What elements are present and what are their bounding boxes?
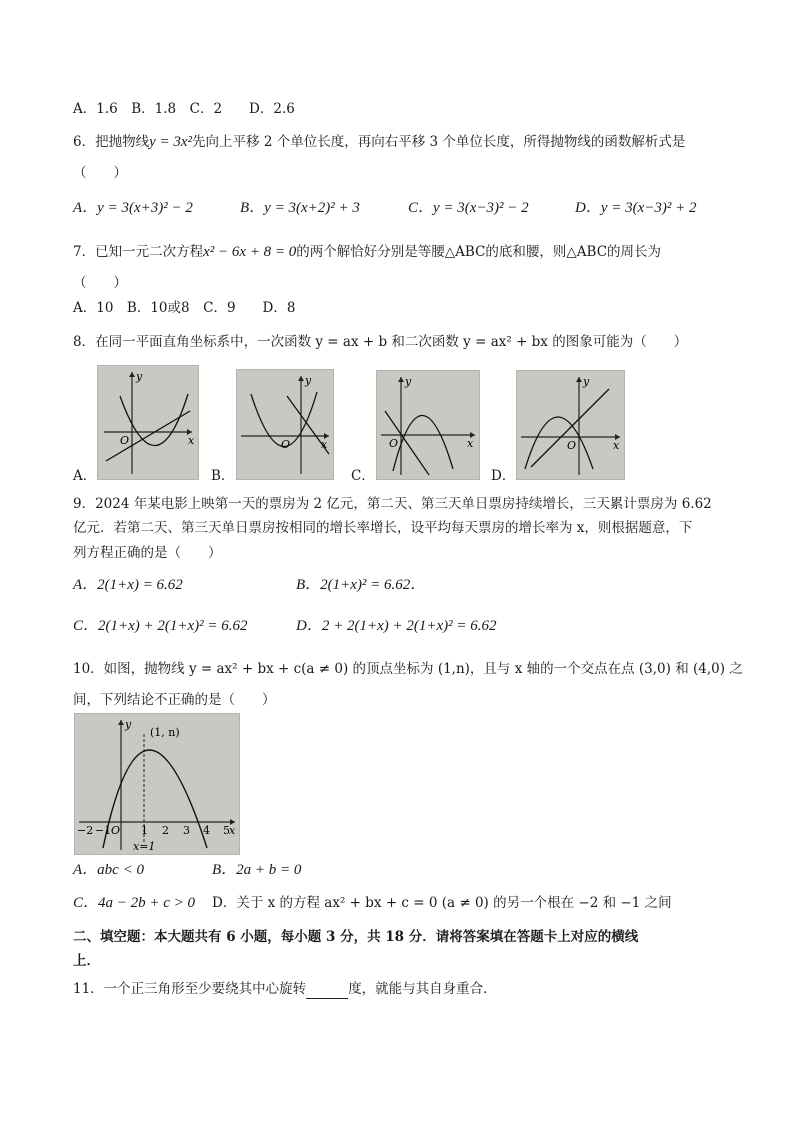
q8-label-d: D． xyxy=(491,468,516,484)
q10-option-a: A．abc < 0 xyxy=(73,862,144,878)
y-arrow-icon xyxy=(118,720,124,725)
q9-option-b: B．2(1+x)² = 6.62． xyxy=(296,577,426,593)
origin-label: O xyxy=(567,439,577,452)
q7-paren: （ ） xyxy=(73,275,127,291)
tick-label: 4 xyxy=(203,824,210,837)
q8-label-c: C． xyxy=(351,468,375,484)
origin-label: O xyxy=(111,824,121,837)
q7-options: A．10 B．10或8 C．9 D．8 xyxy=(73,300,296,316)
tick-label: 1 xyxy=(141,824,148,837)
q6-option-a: A．y = 3(x+3)² − 2 xyxy=(73,200,193,216)
axis-x-label: x xyxy=(188,434,195,447)
q6-stem-a: 6．把抛物线 xyxy=(73,134,150,150)
q7-stem-math: x² − 6x + 8 = 0 xyxy=(203,244,297,260)
q6-stem-b: 先向上平移 2 个单位长度，再向右平移 3 个单位长度，所得抛物线的函数解析式是 xyxy=(192,134,686,150)
q11-stem-a: 11．一个正三角形至少要绕其中心旋转 xyxy=(73,981,307,997)
axis-x-label: x xyxy=(321,438,328,451)
tick-label: 5 xyxy=(223,824,230,837)
section2-heading-line1: 二、填空题：本大题共有 6 小题，每小题 3 分，共 18 分．请将答案填在答题卡上对应的横线 xyxy=(73,929,639,945)
line-graph xyxy=(106,411,190,461)
axis-x-label: x xyxy=(467,437,474,450)
q5-options: A．1.6 B．1.8 C．2 D．2.6 xyxy=(73,101,295,117)
q7-stem xyxy=(73,242,661,262)
y-arrow-icon xyxy=(398,377,404,382)
q8-stem: 8．在同一平面直角坐标系中，一次函数 y = ax + b 和二次函数 y = ax² + bx 的图象可能为（ ） xyxy=(73,334,688,350)
origin-label: O xyxy=(120,434,130,447)
tick-label: −1 xyxy=(95,824,112,837)
q7-stem-a: 7．已知一元二次方程 xyxy=(73,244,204,260)
symmetry-axis-label: x=1 xyxy=(133,840,156,853)
q8-graph-c xyxy=(376,370,480,480)
y-arrow-icon xyxy=(298,376,304,381)
tick-label: −2 xyxy=(77,824,94,837)
q8-label-b: B． xyxy=(211,468,235,484)
q8-label-a: A． xyxy=(73,468,97,484)
section2-heading-line2: 上． xyxy=(73,953,100,969)
q9-option-d: D．2 + 2(1+x) + 2(1+x)² = 6.62 xyxy=(296,618,497,634)
q9-line1: 9．2024 年某电影上映第一天的票房为 2 亿元，第二天、第三天单日票房持续增长，三天累计票房为 6.62 xyxy=(73,496,712,512)
q6-stem-math: y = 3x² xyxy=(149,134,193,150)
axis-x-label: x xyxy=(613,439,620,452)
q10-line1: 10．如图，抛物线 y = ax² + bx + c(a ≠ 0) 的顶点坐标为 (1,n)，且与 x 轴的一个交点在点 (3,0) 和 (4,0) 之 xyxy=(73,661,743,677)
q11-stem xyxy=(73,979,497,999)
q6-option-d: D．y = 3(x−3)² + 2 xyxy=(575,200,697,216)
q11-stem-b: 度，就能与其自身重合． xyxy=(348,981,497,997)
y-arrow-icon xyxy=(576,377,582,382)
q10-option-b: B．2a + b = 0 xyxy=(212,862,302,878)
axis-x-label: x xyxy=(229,824,236,837)
axis-y-label: y xyxy=(125,718,132,731)
q8-graph-b xyxy=(236,369,334,480)
tick-label: 3 xyxy=(183,824,190,837)
parabola xyxy=(120,394,188,446)
q6-paren: （ ） xyxy=(73,165,127,181)
q6-stem xyxy=(73,132,685,152)
origin-label: O xyxy=(281,438,291,451)
parabola xyxy=(525,417,593,469)
parabola xyxy=(393,415,453,471)
axis-y-label: y xyxy=(583,375,590,388)
origin-label: O xyxy=(389,437,399,450)
vertex-label: (1, n) xyxy=(150,726,180,739)
q9-line2: 亿元．若第二天、第三天单日票房按相同的增长率增长，设平均每天票房的增长率为 x，则根据题意，下 xyxy=(73,520,693,536)
q6-option-b: B．y = 3(x+2)² + 3 xyxy=(240,200,360,216)
q10-line2: 间，下列结论不正确的是（ ） xyxy=(73,692,276,708)
y-arrow-icon xyxy=(129,372,135,377)
q10-option-c: C．4a − 2b + c > 0 xyxy=(73,895,196,911)
q8-graph-a xyxy=(97,365,199,480)
axis-y-label: y xyxy=(136,370,143,383)
axis-y-label: y xyxy=(305,374,312,387)
axis-y-label: y xyxy=(405,375,412,388)
q9-line3: 列方程正确的是（ ） xyxy=(73,545,222,561)
q6-option-c: C．y = 3(x−3)² − 2 xyxy=(408,200,529,216)
tick-label: 2 xyxy=(162,824,169,837)
q7-stem-b: 的两个解恰好分别是等腰△ABC的底和腰，则△ABC的周长为 xyxy=(296,244,662,260)
q10-graph xyxy=(74,713,240,855)
q11-answer-blank[interactable] xyxy=(306,984,348,999)
q9-option-a: A．2(1+x) = 6.62 xyxy=(73,577,183,593)
q10-option-d: D．关于 x 的方程 ax² + bx + c = 0 (a ≠ 0) 的另一个根在 −2 和 −1 之间 xyxy=(212,895,672,911)
q9-option-c: C．2(1+x) + 2(1+x)² = 6.62 xyxy=(73,618,248,634)
q8-graph-d xyxy=(516,370,625,480)
